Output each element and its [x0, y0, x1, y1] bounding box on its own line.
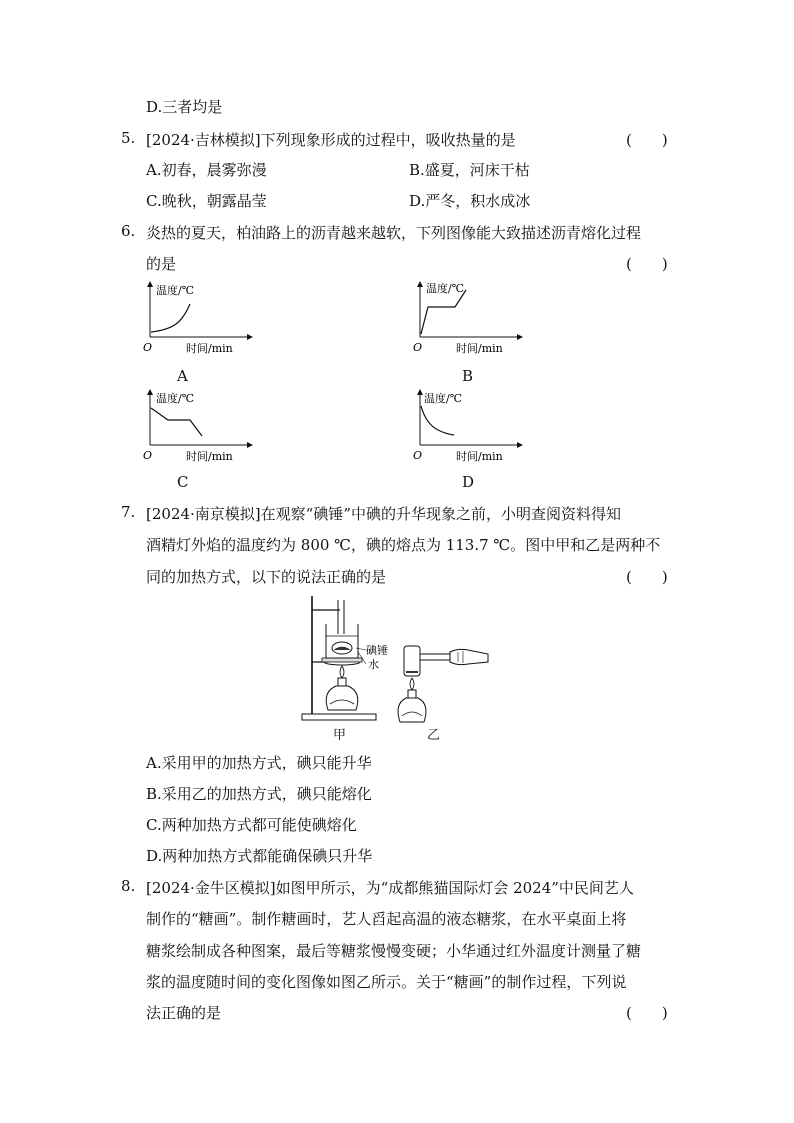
q7-stem-line1: [2024·南京模拟]在观察“碘锤”中碘的升华现象之前，小明查阅资料得知 — [146, 505, 621, 523]
q8-stem-line2: 制作的“糖画”。制作糖画时，艺人舀起高温的液态糖浆，在水平桌面上将 — [146, 910, 627, 928]
q5-answer-paren: ( ) — [626, 131, 668, 149]
q5-option-b: B.盛夏，河床干枯 — [409, 161, 530, 179]
q6-graph-c — [138, 388, 258, 468]
q7-answer-paren: ( ) — [626, 568, 668, 586]
q7-figure-label-water: 水 — [368, 658, 379, 671]
q6-graph-a-xlabel: 时间/min — [186, 342, 233, 355]
q7-option-c: C.两种加热方式都可能使碘熔化 — [146, 816, 357, 834]
q6-graph-c-xlabel: 时间/min — [186, 450, 233, 463]
q6-stem-line2: 的是 — [146, 255, 177, 273]
q8-stem-line4: 浆的温度随时间的变化图像如图乙所示。关于“糖画”的制作过程，下列说 — [146, 973, 627, 991]
q8-stem-line3: 糖浆绘制成各种图案，最后等糖浆慢慢变硬；小华通过红外温度计测量了糖 — [146, 942, 642, 960]
q7-number: 7. — [121, 503, 136, 521]
q5-number: 5. — [121, 129, 136, 147]
q5-option-a: A.初春，晨雾弥漫 — [146, 161, 267, 179]
q8-stem-line5: 法正确的是 — [146, 1004, 222, 1022]
q6-graph-d-label: D — [462, 473, 475, 491]
q7-option-a: A.采用甲的加热方式，碘只能升华 — [146, 754, 372, 772]
q6-graph-b-label: B — [462, 367, 474, 385]
q5-option-c: C.晚秋，朝露晶莹 — [146, 192, 267, 210]
q6-graph-a-ylabel: 温度/℃ — [156, 284, 195, 297]
q6-graph-a-label: A — [177, 367, 188, 385]
q7-figure-label-yi: 乙 — [427, 728, 441, 743]
q8-number: 8. — [121, 877, 136, 895]
q6-graph-c-ylabel: 温度/℃ — [156, 392, 195, 405]
q6-graph-d-xlabel: 时间/min — [456, 450, 503, 463]
q6-graph-b-origin: O — [413, 341, 423, 354]
q7-figure-label-iodine-hammer: 碘锤 — [366, 644, 388, 657]
q6-number: 6. — [121, 222, 136, 240]
q6-graph-a-origin: O — [143, 341, 153, 354]
q6-graph-c-origin: O — [143, 449, 153, 462]
q8-stem-line1: [2024·金牛区模拟]如图甲所示，为“成都熊猫国际灯会 2024”中民间艺人 — [146, 879, 634, 897]
q6-graph-d-ylabel: 温度/℃ — [424, 392, 463, 405]
q8-answer-paren: ( ) — [626, 1004, 668, 1022]
q5-stem: [2024·吉林模拟]下列现象形成的过程中，吸收热量的是 — [146, 131, 516, 149]
q6-graph-a — [138, 280, 258, 360]
q6-stem-line1: 炎热的夏天，柏油路上的沥青越来越软，下列图像能大致描述沥青熔化过程 — [146, 224, 642, 242]
q6-graph-d — [408, 388, 528, 468]
q6-graph-b — [408, 280, 528, 360]
q6-answer-paren: ( ) — [626, 255, 668, 273]
q7-figure-label-jia: 甲 — [333, 728, 347, 743]
q7-stem-line3: 同的加热方式，以下的说法正确的是 — [146, 568, 387, 586]
q7-stem-line2: 酒精灯外焰的温度约为 800 ℃，碘的熔点为 113.7 ℃。图中甲和乙是两种不 — [146, 536, 661, 554]
q6-graph-d-origin: O — [413, 449, 423, 462]
q6-graph-c-label: C — [177, 473, 189, 491]
q6-graph-b-ylabel: 温度/℃ — [426, 282, 465, 295]
q4-option-d: D.三者均是 — [146, 98, 223, 116]
q5-option-d: D.严冬，积水成冰 — [409, 192, 531, 210]
q7-figure-heating-setups — [298, 592, 498, 742]
q7-option-d: D.两种加热方式都能确保碘只升华 — [146, 847, 373, 865]
q7-option-b: B.采用乙的加热方式，碘只能熔化 — [146, 785, 372, 803]
q6-graph-b-xlabel: 时间/min — [456, 342, 503, 355]
